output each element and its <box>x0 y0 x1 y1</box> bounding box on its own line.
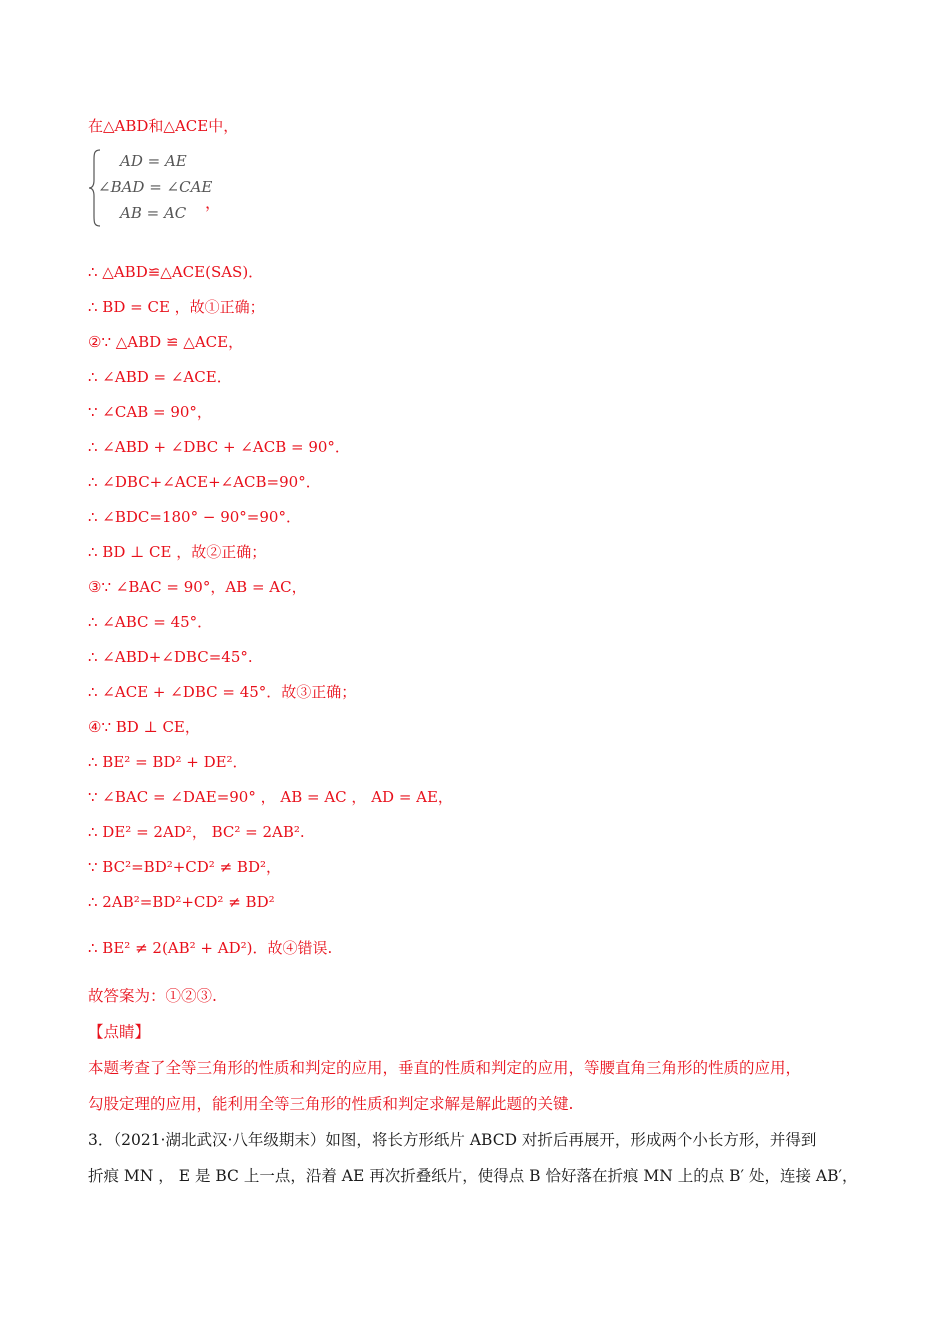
solution-line: ∵ ∠CAB = 90°， <box>88 403 212 421</box>
question-3-line-2: 折痕 MN ， E 是 BC 上一点，沿着 AE 再次折叠纸片，使得点 B 恰好落在折痕 MN 上的点 B′ 处，连接 AB′， <box>88 1167 858 1185</box>
system-row-3: AB = AC <box>120 204 187 222</box>
system-comma: ， <box>205 193 222 212</box>
solution-line: ④∵ BD ⊥ CE， <box>88 718 200 736</box>
solution-line: ∴ ∠ACE + ∠DBC = 45°．故③正确； <box>88 683 357 701</box>
comment-heading: 【点睛】 <box>88 1023 151 1041</box>
solution-line: ∴ 2AB²=BD²+CD² ≠ BD² <box>88 893 275 911</box>
solution-line: ∴ ∠BDC=180° − 90°=90°． <box>88 508 301 526</box>
solution-line: ②∵ △ABD ≌ △ACE， <box>88 333 244 351</box>
answer-line: 故答案为：①②③. <box>88 987 217 1005</box>
solution-line: ∴ ∠ABC = 45°． <box>88 613 213 631</box>
system-row-1: AD = AE <box>120 152 187 170</box>
solution-line: ∵ BC²=BD²+CD² ≠ BD²， <box>88 858 281 876</box>
comment-line-1: 本题考查了全等三角形的性质和判定的应用，垂直的性质和判定的应用，等腰直角三角形的性质的应用， <box>88 1059 802 1077</box>
solution-line: ∴ BE² ≠ 2(AB² + AD²)．故④错误. <box>88 939 333 957</box>
solution-line: ∵ ∠BAC = ∠DAE=90° ， AB = AC ， AD = AE， <box>88 788 453 806</box>
solution-line: ∴ ∠ABD = ∠ACE． <box>88 368 232 386</box>
solution-line: ∴ BD ⊥ CE ，故②正确； <box>88 543 267 561</box>
solution-line: ③∵ ∠BAC = 90°，AB = AC， <box>88 578 307 596</box>
comment-line-2: 勾股定理的应用，能利用全等三角形的性质和判定求解是解此题的关键. <box>88 1095 574 1113</box>
equation-system <box>88 148 228 228</box>
solution-line: ∴ ∠DBC+∠ACE+∠ACB=90°． <box>88 473 321 491</box>
solution-line: ∴ △ABD≌△ACE(SAS)． <box>88 263 264 281</box>
solution-line: ∴ ∠ABD + ∠DBC + ∠ACB = 90°． <box>88 438 350 456</box>
question-3-line-1: 3．（2021·湖北武汉·八年级期末）如图，将长方形纸片 ABCD 对折后再展开，形成两个小长方形，并得到 <box>88 1131 817 1149</box>
solution-line: ∴ BE² = BD² + DE²． <box>88 753 248 771</box>
solution-line: ∴ BD = CE ，故①正确； <box>88 298 265 316</box>
solution-line: ∴ DE² = 2AD²， BC² = 2AB². <box>88 823 305 841</box>
solution-line: ∴ ∠ABD+∠DBC=45°. <box>88 648 253 666</box>
system-row-2: ∠BAD = ∠CAE <box>98 178 213 196</box>
solution-intro: 在△ABD和△ACE中， <box>88 117 239 135</box>
